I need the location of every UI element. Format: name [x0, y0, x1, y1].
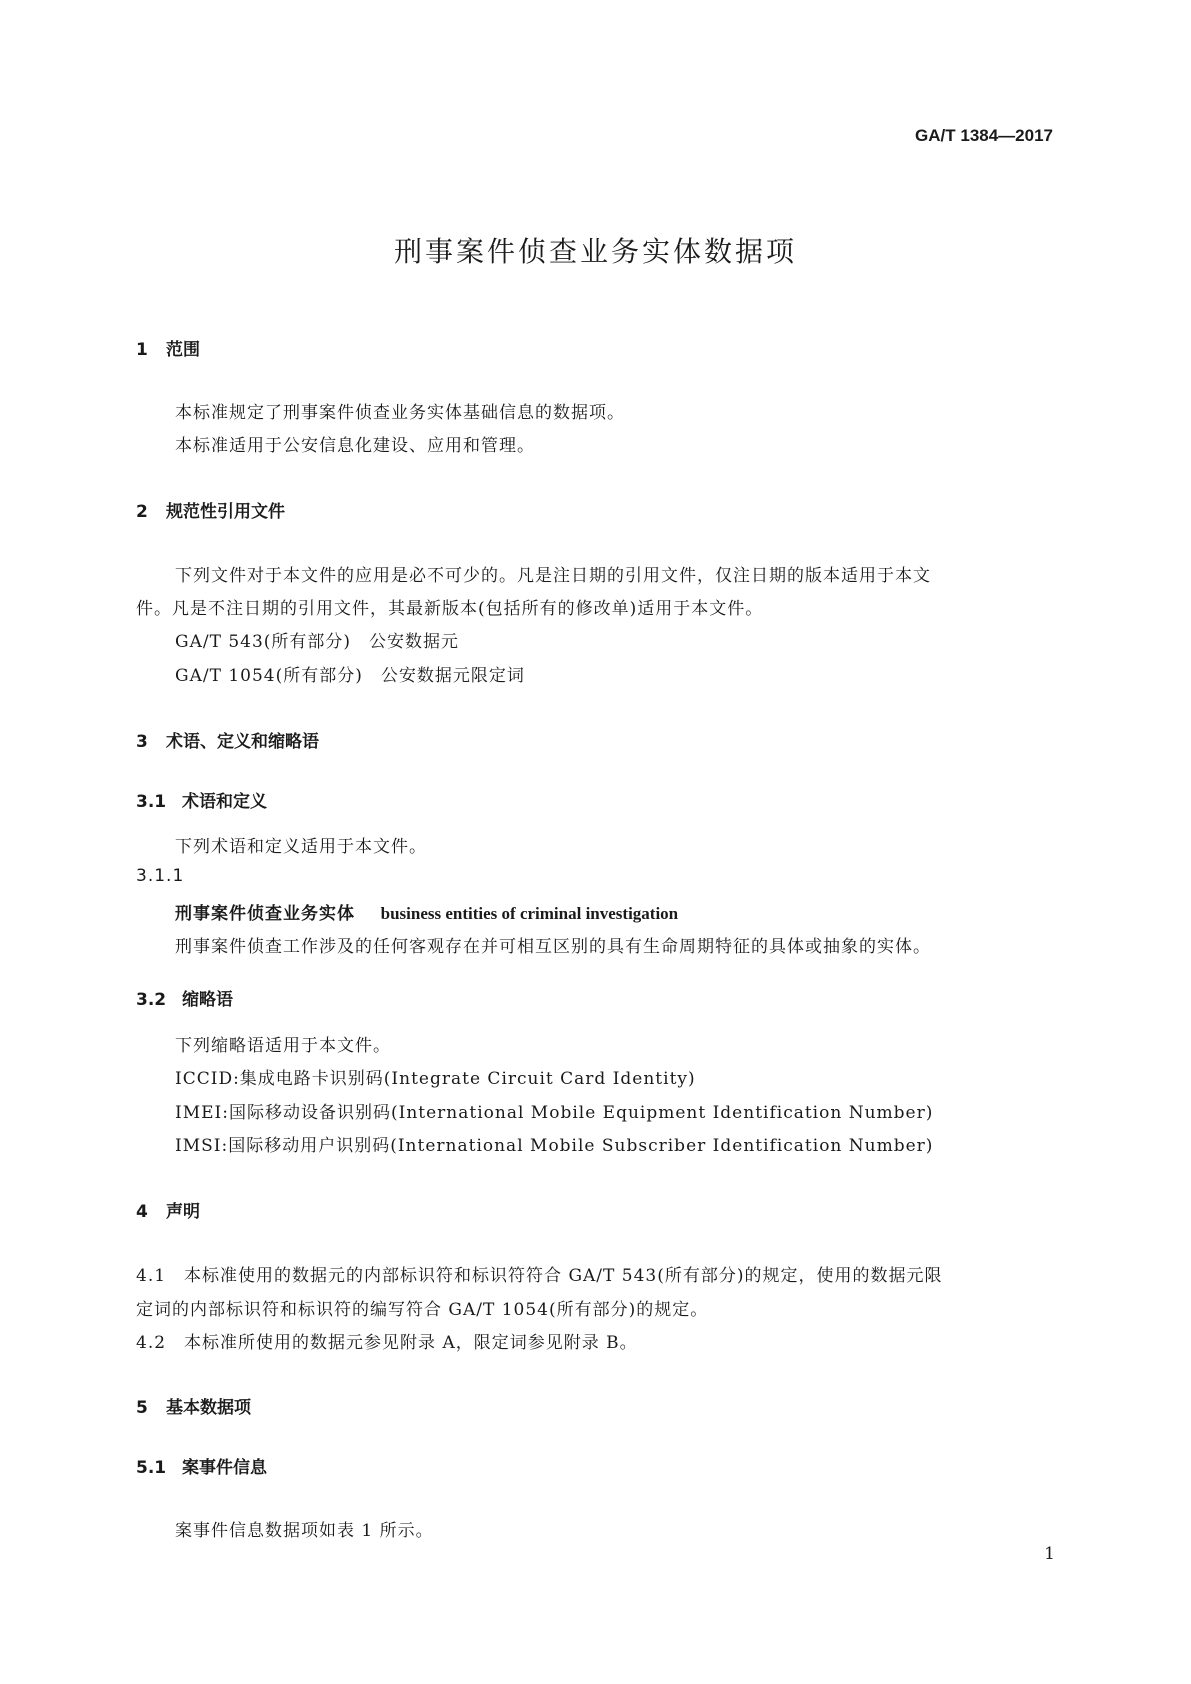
term-heading [175, 899, 678, 924]
normative-reference: GA/T 543(所有部分) 公安数据元 [175, 632, 460, 652]
section-3-2-heading [136, 985, 233, 1010]
section-title: 范围 [166, 340, 200, 360]
paragraph: 本标准适用于公安信息化建设、应用和管理。 [175, 436, 535, 456]
section-title: 缩略语 [182, 990, 233, 1010]
section-number: 5 [136, 1398, 148, 1418]
section-title: 声明 [166, 1202, 200, 1222]
section-3-1-heading [136, 787, 267, 812]
section-number: 2 [136, 502, 148, 522]
clause-4-2: 4.2 本标准所使用的数据元参见附录 A，限定词参见附录 B。 [136, 1333, 638, 1353]
section-title: 基本数据项 [166, 1398, 251, 1418]
paragraph: 本标准规定了刑事案件侦查业务实体基础信息的数据项。 [175, 403, 625, 423]
paragraph: 下列缩略语适用于本文件。 [175, 1036, 391, 1056]
standard-number: GA/T 1384—2017 [915, 126, 1053, 145]
section-3-heading [136, 727, 319, 752]
abbreviation: IMEI:国际移动设备识别码(International Mobile Equipment Identification Number) [175, 1103, 934, 1123]
paragraph: 下列术语和定义适用于本文件。 [175, 837, 427, 857]
section-number: 3.2 [136, 990, 167, 1010]
section-number: 1 [136, 340, 148, 360]
section-title: 术语和定义 [182, 792, 267, 812]
section-title: 案事件信息 [182, 1458, 267, 1478]
section-number: 3 [136, 732, 148, 752]
section-5-1-heading [136, 1453, 267, 1478]
section-5-heading [136, 1393, 251, 1418]
section-title: 规范性引用文件 [166, 502, 285, 522]
paragraph: 下列文件对于本文件的应用是必不可少的。凡是注日期的引用文件，仅注日期的版本适用于本文 [175, 566, 931, 586]
section-number: 3.1 [136, 792, 167, 812]
clause-4-1: 4.1 本标准使用的数据元的内部标识符和标识符符合 GA/T 543(所有部分)的规定，使用的数据元限 [136, 1266, 943, 1286]
abbreviation: IMSI:国际移动用户识别码(International Mobile Subscriber Identification Number) [175, 1136, 934, 1156]
section-title: 术语、定义和缩略语 [166, 732, 319, 752]
section-number: 5.1 [136, 1458, 167, 1478]
abbreviation: ICCID:集成电路卡识别码(Integrate Circuit Card Identity) [175, 1069, 696, 1089]
section-2-heading [136, 497, 285, 522]
clause-4-1-continued: 定词的内部标识符和标识符的编写符合 GA/T 1054(所有部分)的规定。 [136, 1300, 709, 1320]
page-number: 1 [1044, 1544, 1055, 1564]
paragraph: 案事件信息数据项如表 1 所示。 [175, 1521, 434, 1541]
term-number: 3.1.1 [136, 866, 185, 886]
term-definition: 刑事案件侦查工作涉及的任何客观存在并可相互区别的具有生命周期特征的具体或抽象的实体。 [175, 937, 931, 957]
normative-reference: GA/T 1054(所有部分) 公安数据元限定词 [175, 666, 525, 686]
page-title: 刑事案件侦查业务实体数据项 [393, 235, 797, 268]
paragraph: 件。凡是不注日期的引用文件，其最新版本(包括所有的修改单)适用于本文件。 [136, 599, 764, 619]
section-4-heading [136, 1197, 200, 1222]
section-1-heading [136, 335, 200, 360]
term-english: business entities of criminal investigation [380, 904, 679, 923]
section-number: 4 [136, 1202, 148, 1222]
term-chinese: 刑事案件侦查业务实体 [175, 904, 355, 924]
